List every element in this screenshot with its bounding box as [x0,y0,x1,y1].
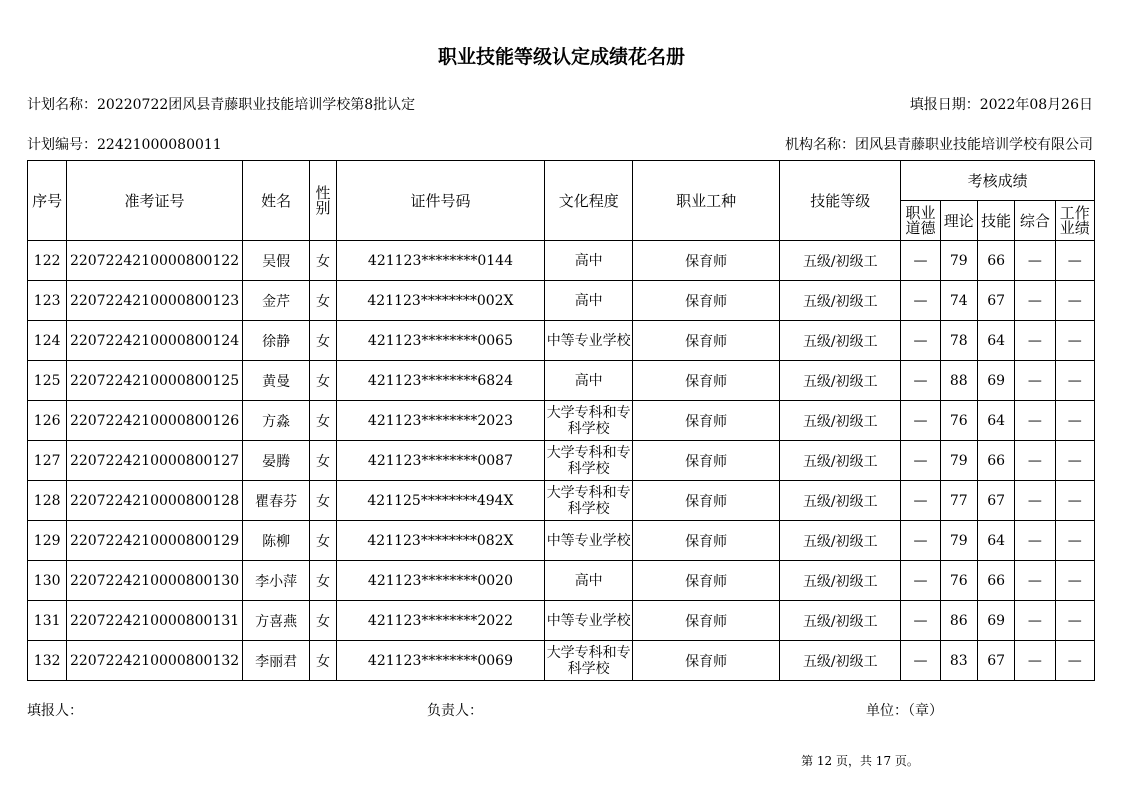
row-seq: 123 [28,281,67,321]
row-name: 李小萍 [242,561,310,601]
header-exam-no: 准考证号 [67,161,242,241]
row-ethics: — [901,241,940,281]
row-theory: 79 [940,241,977,281]
row-skill: 64 [977,521,1014,561]
table-row [28,601,1095,641]
row-education: 高中 [545,281,633,321]
row-ethics: — [901,441,940,481]
row-theory: 83 [940,641,977,681]
row-theory: 77 [940,481,977,521]
unit-label: 单位：（章） [866,703,943,719]
row-work: — [1055,281,1094,321]
row-id-no: 421123********2023 [336,401,545,441]
row-id-no: 421125********494X [336,481,545,521]
row-skill: 67 [977,641,1014,681]
row-id-no: 421123********002X [336,281,545,321]
row-overall: — [1015,561,1055,601]
row-overall: — [1015,241,1055,281]
table-body [28,241,1095,681]
row-education: 大学专科和专科学校 [545,641,633,681]
row-seq: 128 [28,481,67,521]
header-skill-level: 技能等级 [780,161,901,241]
table-row [28,241,1095,281]
row-education: 高中 [545,361,633,401]
row-name: 吴假 [242,241,310,281]
row-occupation: 保育师 [633,641,780,681]
row-education: 高中 [545,241,633,281]
row-skill: 66 [977,561,1014,601]
row-work: — [1055,441,1094,481]
row-skill: 64 [977,401,1014,441]
row-skill-level: 五级/初级工 [780,361,901,401]
row-education: 大学专科和专科学校 [545,481,633,521]
row-skill-level: 五级/初级工 [780,641,901,681]
row-work: — [1055,601,1094,641]
row-education: 中等专业学校 [545,601,633,641]
header-id-no: 证件号码 [336,161,545,241]
row-theory: 88 [940,361,977,401]
row-id-no: 421123********2022 [336,601,545,641]
row-ethics: — [901,481,940,521]
table-row [28,521,1095,561]
row-occupation: 保育师 [633,241,780,281]
row-sex: 女 [310,281,336,321]
row-overall: — [1015,401,1055,441]
row-name: 徐静 [242,321,310,361]
row-sex: 女 [310,241,336,281]
row-occupation: 保育师 [633,401,780,441]
row-overall: — [1015,521,1055,561]
row-theory: 76 [940,561,977,601]
header-education: 文化程度 [545,161,633,241]
row-sex: 女 [310,401,336,441]
row-exam-no: 2207224210000800125 [67,361,242,401]
row-name: 李丽君 [242,641,310,681]
header-scores: 考核成绩 [901,161,1095,201]
row-seq: 126 [28,401,67,441]
row-overall: — [1015,321,1055,361]
plan-name: 计划名称：20220722团风县青藤职业技能培训学校第8批认定 [27,97,416,113]
row-occupation: 保育师 [633,321,780,361]
row-skill: 64 [977,321,1014,361]
row-skill-level: 五级/初级工 [780,401,901,441]
row-skill: 69 [977,601,1014,641]
header-name: 姓名 [242,161,310,241]
header-sex: 性别 [310,161,336,241]
row-exam-no: 2207224210000800131 [67,601,242,641]
row-theory: 79 [940,441,977,481]
row-ethics: — [901,401,940,441]
row-id-no: 421123********082X [336,521,545,561]
row-skill-level: 五级/初级工 [780,521,901,561]
table-row [28,481,1095,521]
row-work: — [1055,561,1094,601]
row-education: 高中 [545,561,633,601]
header-theory: 理论 [940,201,977,241]
row-overall: — [1015,641,1055,681]
header-overall: 综合 [1015,201,1055,241]
row-ethics: — [901,521,940,561]
row-ethics: — [901,281,940,321]
row-seq: 122 [28,241,67,281]
row-work: — [1055,481,1094,521]
row-sex: 女 [310,321,336,361]
row-occupation: 保育师 [633,281,780,321]
row-overall: — [1015,601,1055,641]
row-exam-no: 2207224210000800127 [67,441,242,481]
row-id-no: 421123********0020 [336,561,545,601]
row-work: — [1055,361,1094,401]
header-work: 工作业绩 [1055,201,1094,241]
row-theory: 86 [940,601,977,641]
row-occupation: 保育师 [633,481,780,521]
row-occupation: 保育师 [633,441,780,481]
row-skill-level: 五级/初级工 [780,601,901,641]
row-skill: 66 [977,441,1014,481]
row-id-no: 421123********0069 [336,641,545,681]
row-ethics: — [901,641,940,681]
row-sex: 女 [310,481,336,521]
row-seq: 127 [28,441,67,481]
row-sex: 女 [310,361,336,401]
row-ethics: — [901,601,940,641]
plan-number: 计划编号：22421000080011 [27,137,222,153]
org-name: 机构名称：团风县青藤职业技能培训学校有限公司 [785,137,1093,153]
table-row [28,561,1095,601]
row-sex: 女 [310,521,336,561]
table-row [28,321,1095,361]
fill-date: 填报日期：2022年08月26日 [909,97,1093,113]
row-name: 陈柳 [242,521,310,561]
row-seq: 124 [28,321,67,361]
row-occupation: 保育师 [633,561,780,601]
row-exam-no: 2207224210000800126 [67,401,242,441]
row-occupation: 保育师 [633,361,780,401]
score-table [27,160,1095,681]
row-seq: 125 [28,361,67,401]
row-ethics: — [901,321,940,361]
filler-label: 填报人： [27,703,83,719]
row-seq: 129 [28,521,67,561]
row-work: — [1055,641,1094,681]
row-theory: 74 [940,281,977,321]
row-overall: — [1015,441,1055,481]
row-skill-level: 五级/初级工 [780,481,901,521]
row-name: 瞿春芬 [242,481,310,521]
row-id-no: 421123********0144 [336,241,545,281]
row-id-no: 421123********0065 [336,321,545,361]
table-row [28,361,1095,401]
row-sex: 女 [310,561,336,601]
row-name: 黄曼 [242,361,310,401]
row-education: 大学专科和专科学校 [545,401,633,441]
row-sex: 女 [310,601,336,641]
row-skill-level: 五级/初级工 [780,441,901,481]
row-seq: 131 [28,601,67,641]
row-exam-no: 2207224210000800122 [67,241,242,281]
row-theory: 78 [940,321,977,361]
row-name: 方淼 [242,401,310,441]
table-row [28,401,1095,441]
table-row [28,441,1095,481]
row-education: 大学专科和专科学校 [545,441,633,481]
row-name: 晏腾 [242,441,310,481]
header-occupation: 职业工种 [633,161,780,241]
row-work: — [1055,241,1094,281]
row-skill-level: 五级/初级工 [780,561,901,601]
row-exam-no: 2207224210000800123 [67,281,242,321]
row-seq: 130 [28,561,67,601]
row-skill: 66 [977,241,1014,281]
row-overall: — [1015,481,1055,521]
row-theory: 79 [940,521,977,561]
row-seq: 132 [28,641,67,681]
header-ethics: 职业道德 [901,201,940,241]
row-name: 方喜燕 [242,601,310,641]
row-skill: 67 [977,281,1014,321]
row-skill-level: 五级/初级工 [780,241,901,281]
row-exam-no: 2207224210000800130 [67,561,242,601]
row-occupation: 保育师 [633,601,780,641]
row-work: — [1055,401,1094,441]
row-id-no: 421123********0087 [336,441,545,481]
row-sex: 女 [310,441,336,481]
responsible-label: 负责人： [427,703,483,719]
row-exam-no: 2207224210000800132 [67,641,242,681]
row-education: 中等专业学校 [545,521,633,561]
row-skill: 69 [977,361,1014,401]
row-occupation: 保育师 [633,521,780,561]
row-overall: — [1015,281,1055,321]
table-row [28,641,1095,681]
row-name: 金芹 [242,281,310,321]
row-theory: 76 [940,401,977,441]
row-exam-no: 2207224210000800124 [67,321,242,361]
row-skill-level: 五级/初级工 [780,281,901,321]
row-skill-level: 五级/初级工 [780,321,901,361]
row-ethics: — [901,561,940,601]
header-seq: 序号 [28,161,67,241]
row-exam-no: 2207224210000800129 [67,521,242,561]
row-overall: — [1015,361,1055,401]
row-sex: 女 [310,641,336,681]
page-title: 职业技能等级认定成绩花名册 [437,46,685,68]
row-ethics: — [901,361,940,401]
row-id-no: 421123********6824 [336,361,545,401]
table-row [28,281,1095,321]
row-work: — [1055,321,1094,361]
page-number: 第 12 页，共 17 页。 [801,754,919,768]
header-skill: 技能 [977,201,1014,241]
row-education: 中等专业学校 [545,321,633,361]
row-work: — [1055,521,1094,561]
row-skill: 67 [977,481,1014,521]
row-exam-no: 2207224210000800128 [67,481,242,521]
